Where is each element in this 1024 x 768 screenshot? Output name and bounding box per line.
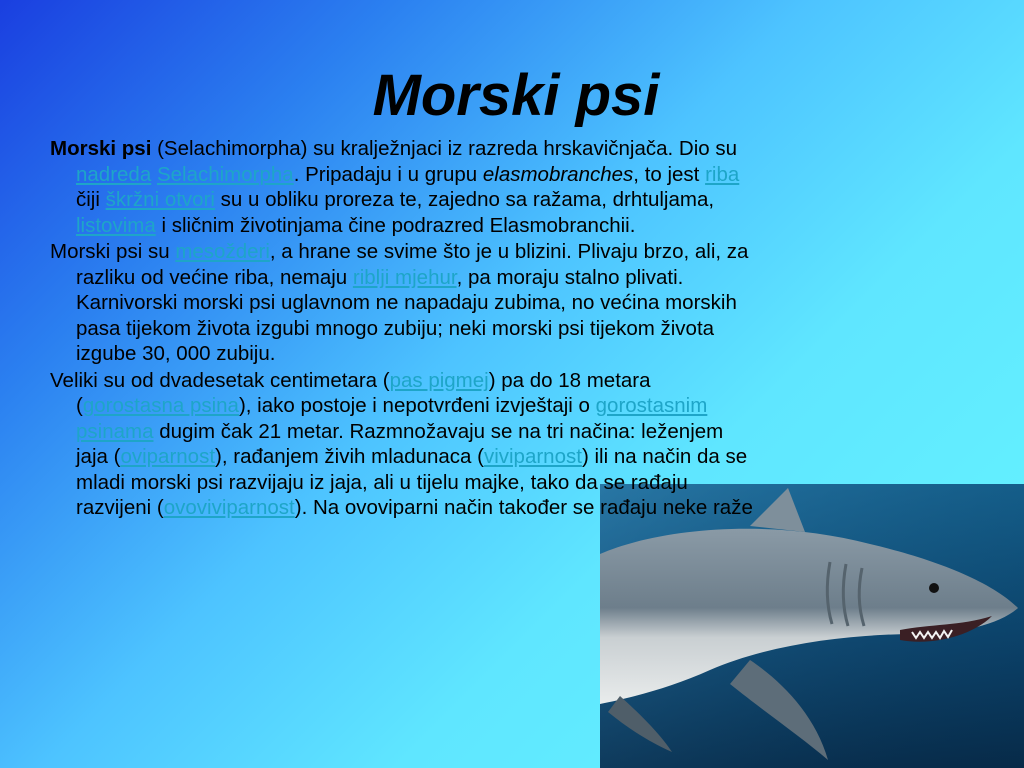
paragraph-text: i sličnim životinjama čine podrazred Elasmobranchii. [155, 213, 636, 237]
paragraph-text: Morski psi su [50, 240, 176, 263]
link-nadreda[interactable]: nadreda [76, 162, 152, 186]
paragraph-text: , to jest [633, 162, 706, 186]
paragraph-text: čiji [76, 188, 106, 211]
link-ovoviviparnost[interactable]: ovoviviparnost [163, 496, 295, 519]
link-selachimorpha[interactable]: Selachimorpha [156, 162, 294, 186]
paragraph-text: ). Na ovoviparni način također se rađaju neke raže [294, 496, 753, 519]
paragraph-1 [50, 136, 760, 238]
paragraph-3 [50, 368, 760, 521]
paragraph-text: , pa moraju stalno plivati. Karnivorski morski psi uglavnom ne napadaju zubima, no većina morskih pasa tijekom života izgubi mnogo zubiju; neki morski psi tijekom života izgube 30, 000 zubiju. [76, 265, 737, 365]
paragraph-text: ) ili na način da se mladi morski psi razvijaju iz jaja, ali u tijelu majke, tako da se rađaju razvijeni ( [76, 445, 748, 519]
paragraph-text: (Selachimorpha) su kralježnjaci iz razreda hrskavičnjača. Dio su [151, 137, 738, 160]
paragraph-text: ) pa do 18 metara ( [76, 368, 651, 417]
paragraph-text: ), iako postoje i nepotvrđeni izvještaji o [238, 394, 596, 417]
paragraph-2 [50, 239, 760, 367]
slide-body [50, 136, 760, 522]
link-riba[interactable]: riba [705, 162, 740, 186]
paragraph-text: , a hrane se svime što je u blizini. Plivaju brzo, ali, za razliku od većine riba, nemaju [76, 240, 749, 289]
link-oviparnost[interactable]: oviparnost [120, 445, 216, 468]
shark-photo [600, 484, 1024, 768]
link-mesožderi[interactable]: mesožderi [175, 240, 270, 263]
link-gorostasna-psina[interactable]: gorostasna psina [82, 394, 239, 417]
link-viviparnost[interactable]: viviparnost [483, 445, 582, 468]
paragraph-text: Veliki su od dvadesetak centimetara ( [50, 368, 390, 392]
paragraph-text: dugim čak 21 metar. Razmnožavaju se na tri načina: leženjem jaja ( [76, 419, 724, 468]
paragraph-text: . Pripadaju i u grupu [293, 162, 483, 186]
link-listovima[interactable]: listovima [76, 213, 156, 237]
paragraph-text: su u obliku proreza te, zajedno sa ražama, drhtuljama, [214, 188, 715, 211]
link-riblji-mjehur[interactable]: riblji mjehur [352, 265, 457, 289]
paragraph-text: ), rađanjem živih mladunaca ( [215, 445, 484, 468]
bold-term: Morski psi [50, 137, 152, 160]
link-gorostasnim-psinama[interactable]: gorostasnim psinama [76, 394, 708, 443]
link-pas-pigmej[interactable]: pas pigmej [389, 368, 489, 392]
link-škržni-otvori[interactable]: škržni otvori [105, 188, 215, 211]
italic-term: elasmobranches [482, 162, 634, 186]
slide-title: Morski psi [372, 63, 660, 128]
